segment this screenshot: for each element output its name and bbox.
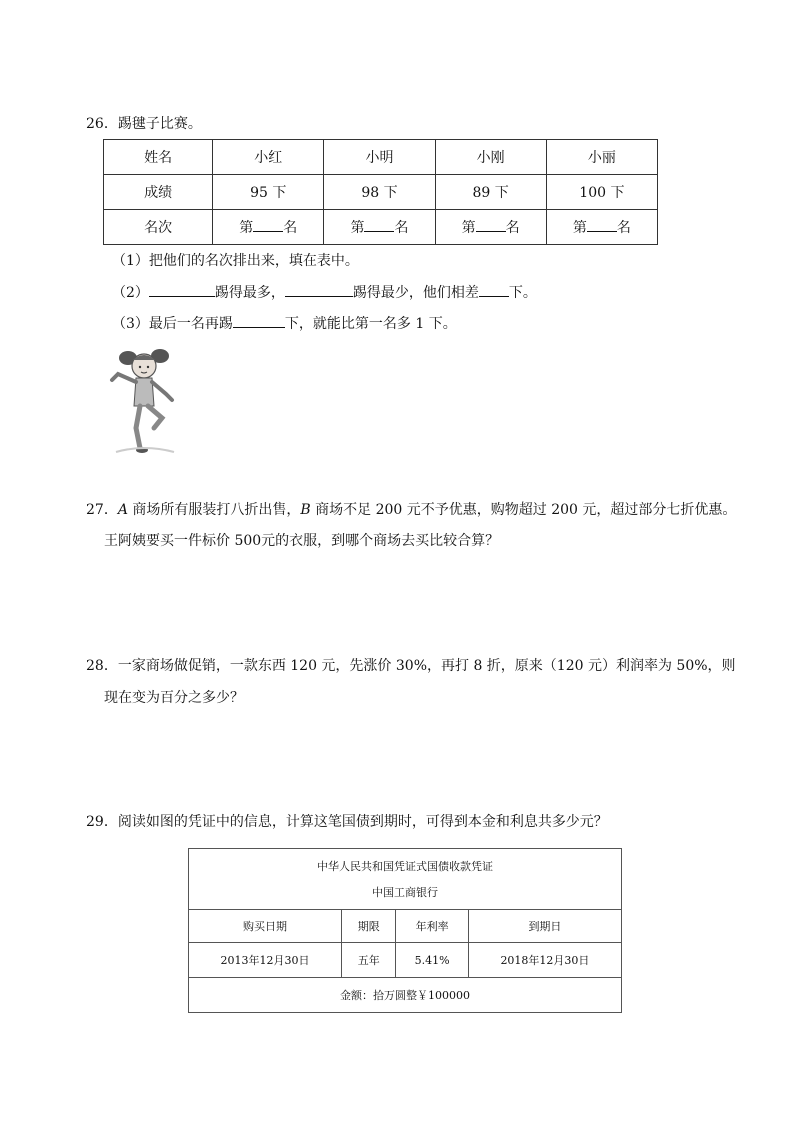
q27-line2: 王阿姨要买一件标价 500元的衣服，到哪个商场去买比较合算？ (104, 533, 500, 549)
q26-sub3 (112, 313, 457, 334)
rank-cell[interactable] (324, 210, 435, 245)
sub2-prefix: （2） (112, 285, 149, 301)
header-cell: 期限 (342, 910, 396, 943)
q27-line1 (86, 500, 736, 520)
table-row (104, 175, 658, 210)
q26-sub1: （1）把他们的名次排出来，填在表中。 (112, 253, 359, 269)
term: 五年 (342, 943, 396, 978)
header-cell: 姓名 (104, 140, 213, 175)
table-row (189, 849, 622, 910)
q29-line1: 29．阅读如图的凭证中的信息，计算这笔国债到期时，可得到本金和利息共多少元？ (86, 814, 608, 830)
q28-line1: 28．一家商场做促销，一款东西 120 元，先涨价 30%，再打 8 折，原来（120 元）利润率为 50%，则 (86, 658, 736, 674)
table-row (189, 943, 622, 978)
due-date: 2018年12月30日 (468, 943, 621, 978)
table-row (189, 978, 622, 1013)
score-cell: 98 下 (324, 175, 435, 210)
rank-blank[interactable] (364, 217, 394, 232)
header-cell: 小红 (213, 140, 324, 175)
rank-prefix: 第 (239, 220, 254, 236)
answer-blank[interactable] (479, 282, 509, 297)
rank-prefix: 第 (350, 220, 365, 236)
rank-cell[interactable] (435, 210, 546, 245)
q27-text: 商场所有服装打八折出售， (127, 502, 301, 518)
sub3-prefix: （3）最后一名再踢 (112, 316, 233, 332)
answer-blank[interactable] (149, 282, 215, 297)
rank-blank[interactable] (253, 217, 283, 232)
rank-suffix: 名 (394, 220, 409, 236)
rank-cell[interactable] (546, 210, 657, 245)
sub2-text: 踢得最多， (214, 285, 285, 301)
score-cell: 100 下 (546, 175, 657, 210)
score-table (103, 139, 658, 245)
annual-rate: 5.41% (396, 943, 468, 978)
table-row (104, 140, 658, 175)
mall-a-label: A (117, 502, 128, 518)
sub3-suffix: 下，就能比第一名多 1 下。 (284, 316, 457, 332)
sub2-text: 踢得最少，他们相差 (352, 285, 479, 301)
row-label: 成绩 (104, 175, 213, 210)
voucher-header (189, 849, 622, 910)
sub2-suffix: 下。 (508, 285, 537, 301)
rank-suffix: 名 (283, 220, 298, 236)
mall-b-label: B (300, 502, 311, 518)
rank-prefix: 第 (461, 220, 476, 236)
header-cell: 年利率 (396, 910, 468, 943)
voucher-bank: 中国工商银行 (372, 886, 438, 899)
q28-line2: 现在变为百分之多少？ (104, 690, 244, 706)
header-cell: 小丽 (546, 140, 657, 175)
purchase-date: 2013年12月30日 (189, 943, 342, 978)
rank-blank[interactable] (476, 217, 506, 232)
header-cell: 到期日 (468, 910, 621, 943)
girl-kicking-shuttlecock-illustration (106, 344, 180, 456)
table-row (189, 910, 622, 943)
score-cell: 95 下 (213, 175, 324, 210)
answer-blank[interactable] (233, 313, 285, 328)
rank-blank[interactable] (587, 217, 617, 232)
q27-number: 27． (86, 502, 118, 518)
rank-suffix: 名 (505, 220, 520, 236)
bond-voucher (188, 848, 622, 1013)
header-cell: 小刚 (435, 140, 546, 175)
rank-cell[interactable] (213, 210, 324, 245)
score-cell: 89 下 (435, 175, 546, 210)
header-cell: 小明 (324, 140, 435, 175)
q27-text: 商场不足 200 元不予优惠，购物超过 200 元，超过部分七折优惠。 (310, 502, 737, 518)
table-row (104, 210, 658, 245)
row-label: 名次 (104, 210, 213, 245)
rank-suffix: 名 (616, 220, 631, 236)
answer-blank[interactable] (285, 282, 353, 297)
q26-title: 26．踢毽子比赛。 (86, 116, 202, 132)
rank-prefix: 第 (572, 220, 587, 236)
q26-sub2 (112, 282, 537, 303)
header-cell: 购买日期 (189, 910, 342, 943)
voucher-title: 中华人民共和国凭证式国债收款凭证 (317, 860, 493, 873)
voucher-amount: 金额：拾万圆整￥100000 (189, 978, 622, 1013)
